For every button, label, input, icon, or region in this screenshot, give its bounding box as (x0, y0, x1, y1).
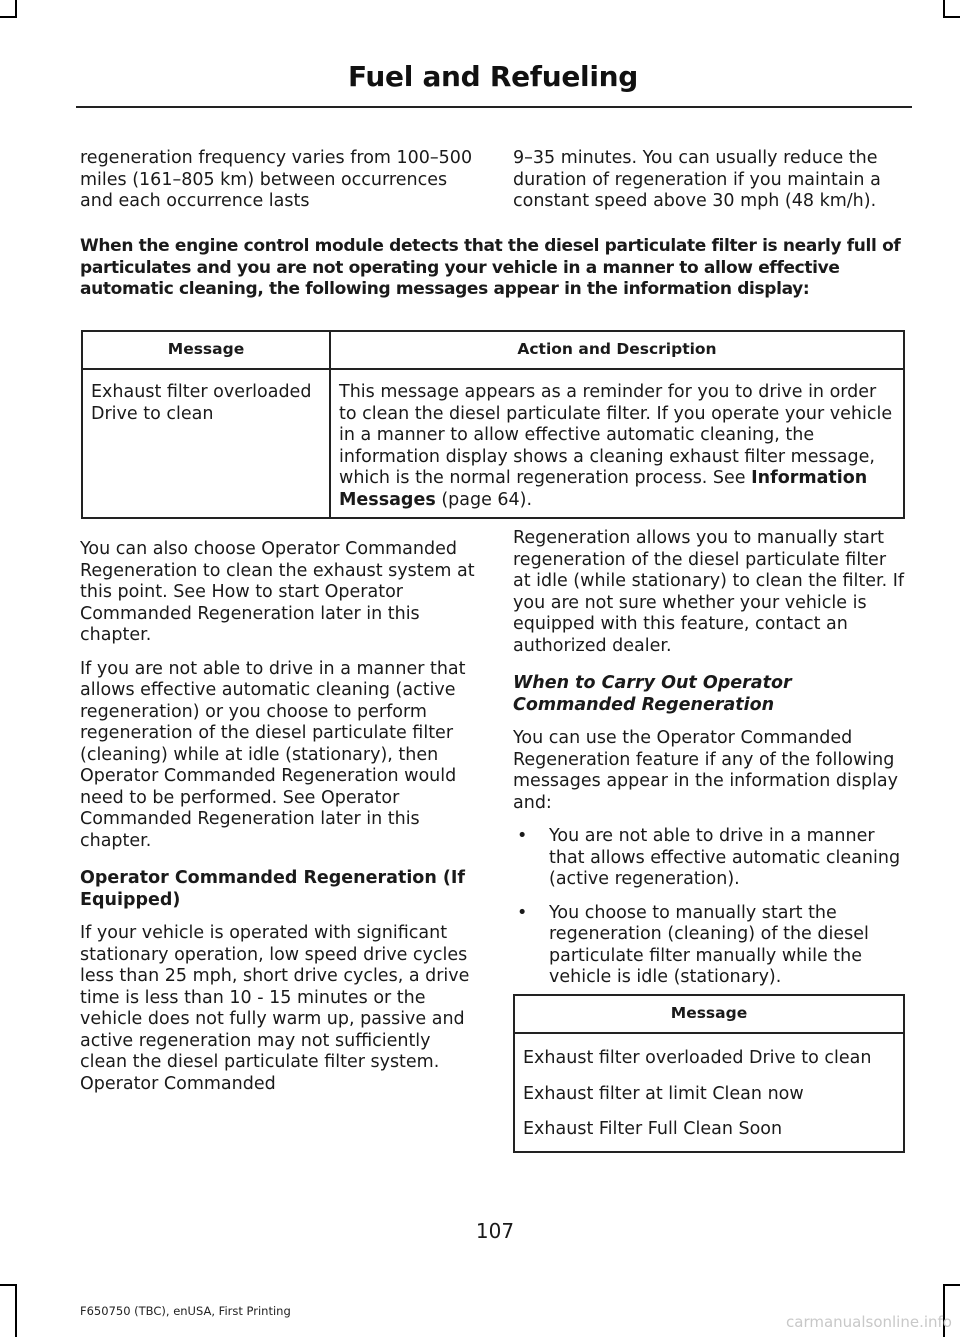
table-row: Exhaust filter at limit Clean now (514, 1078, 904, 1114)
crop-mark (15, 1284, 17, 1337)
crop-mark (0, 16, 17, 18)
page-reference: (page 64). (435, 489, 533, 510)
paragraph: Regeneration allows you to manually start regeneration of the diesel particulate filter at idle (while stationary) to clean the filter. If you are not sure whether your vehicle is equipped with this feature, contact an authorized dealer. (513, 528, 905, 656)
intro-left-text: regeneration frequency varies from 100–500 miles (161–805 km) between occurrences and each occurrence lasts (80, 148, 473, 211)
bullet-icon: • (517, 826, 528, 846)
table-header-action: Action and Description (330, 331, 904, 369)
bullet-list (513, 826, 908, 989)
message-line: Drive to clean (91, 403, 214, 424)
intro-right-text: 9–35 minutes. You can usually reduce the duration of regeneration if you maintain a constant speed above 30 mph (48 km/h). (513, 148, 881, 211)
message-cell (82, 369, 330, 518)
crop-mark (943, 16, 960, 18)
list-item: • You are not able to drive in a manner that allows effective automatic cleaning (active regeneration). (517, 826, 901, 889)
bold-intro-paragraph: When the engine control module detects that the diesel particulate filter is nearly full of particulates and you are not operating your vehicle in a manner to allow effective automatic cleaning, the following messages appear in the information display: (80, 236, 901, 299)
crop-mark (943, 1284, 960, 1286)
table-row: Exhaust filter overloaded Drive to clean (514, 1033, 904, 1078)
table-header-message: Message (514, 995, 904, 1033)
bullet-icon: • (517, 902, 528, 923)
paragraph: You can use the Operator Commanded Regeneration feature if any of the following messages appear in the information display and: (513, 728, 899, 813)
message-action-table (81, 330, 905, 519)
footer-text: F650750 (TBC), enUSA, First Printing (80, 1304, 291, 1318)
paragraph: You can also choose Operator Commanded Regeneration to clean the exhaust system at this point. See How to start Operator Commanded Regeneration later in this chapter. (80, 539, 475, 645)
page-number: 107 (475, 1219, 515, 1243)
paragraph: If your vehicle is operated with significant stationary operation, low speed drive cycles less than 25 mph, short drive cycles, a drive time is less than 10 - 15 minutes or the vehicle does not fully warm up, passive and active regeneration may not sufficiently clean the diesel particulate filter system. Operator Commanded (80, 923, 470, 1094)
message-line: Exhaust filter overloaded (91, 382, 312, 402)
description-cell (330, 369, 904, 518)
description-text: This message appears as a reminder for you to drive in order to clean the diesel particulate filter. If you operate your vehicle in a manner to allow effective automatic cleaning, the information display shows a cleaning exhaust filter message, which is the normal regeneration process. See (339, 382, 893, 488)
list-item: • You choose to manually start the regeneration (cleaning) of the diesel particulate filter manually while the vehicle is idle (stationary). (517, 902, 869, 987)
right-column (513, 528, 908, 1001)
message-table (513, 994, 905, 1153)
subsection-heading: When to Carry Out Operator Commanded Regeneration (513, 673, 792, 715)
table-row (82, 369, 904, 518)
information-messages-link[interactable]: Information Messages (339, 468, 868, 510)
watermark: carmanualsonline.info (786, 1313, 952, 1331)
header-divider (76, 106, 912, 108)
page-title: Fuel and Refueling (347, 60, 638, 93)
table-header-message: Message (82, 331, 330, 369)
section-heading: Operator Commanded Regeneration (If Equipped) (80, 868, 466, 910)
crop-mark (0, 1284, 17, 1286)
table-row: Exhaust Filter Full Clean Soon (514, 1113, 904, 1152)
paragraph: If you are not able to drive in a manner that allows effective automatic cleaning (active regeneration) or you choose to perform regeneration of the diesel particulate filter (cleaning) while at idle (stationary), then Operator Commanded Regeneration would need to be performed. See Operator Commanded Regeneration later in this chapter. (80, 658, 466, 851)
left-column (80, 539, 475, 1107)
